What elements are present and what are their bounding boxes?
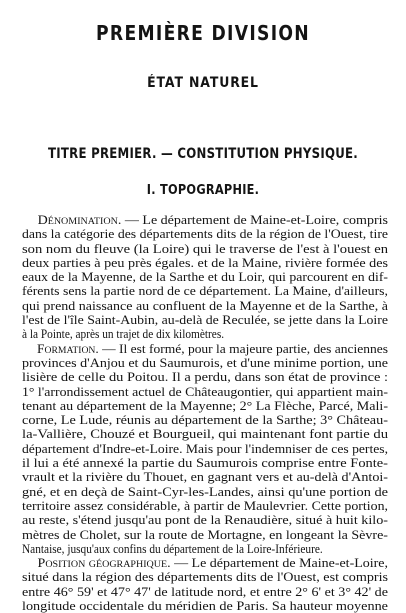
text-line [22,499,388,513]
text-line [22,585,388,599]
line-text: eaux de la Mayenne, de la Sarthe et du Loir, qui parcourent en dif- [22,270,388,285]
line-text: provinces d'Anjou et du Saumurois, et d'une minime portion, une [22,355,388,370]
chapter-heading: I. TOPOGRAPHIE. [146,182,260,198]
line-text: gné, et en deçà de Saint-Cyr-les-Landes, ainsi qu'une portion de [22,484,388,499]
text-line [22,242,388,256]
line-text: la-Vallière, Chouzé et Bourgueil, qui maintenant font partie du [22,427,388,442]
text-line [22,299,388,313]
line-text: — Le département de Maine-et-Loire, compris [121,213,388,227]
paragraph-lead: Dénomination. [37,213,122,227]
line-text: son nom du fleuve (la Loire) qui le traverse de l'est à l'ouest en [22,241,389,256]
text-line [22,542,388,556]
text-line [22,370,388,384]
line-text: qui prend naissance au confluent de la Mayenne et de la Sarthe, à [22,298,388,313]
text-line [22,556,388,570]
text-line [22,513,388,527]
text-line [22,313,388,327]
section-heading: ÉTAT NATUREL [147,75,259,91]
line-text: férents sens la partie nord de ce département. La Maine, d'ailleurs, [22,284,388,299]
line-text: deux parties à peu près égales. et de la Maine, rivière formée des [22,255,388,270]
line-text: lisière de celle du Poitou. Il a perdu, dans son état de province : [22,370,388,385]
text-line [22,256,388,270]
body-text [22,213,388,613]
text-line [22,528,388,542]
line-text: vrault et la rivière du Thouet, en gagnant vers et au-delà d'Antoi- [22,470,388,485]
text-line [22,213,388,227]
text-line [22,599,388,613]
line-text: 1° l'arrondissement actuel de Châteaugontier, qui appartient main- [22,384,388,399]
line-text: département d'Indre-et-Loire. Mais pour l'indemniser de ces pertes, [22,441,388,456]
line-text: situé dans la région des départements dits de l'Ouest, est compris [22,570,389,585]
text-line [22,227,388,241]
text-line [22,385,388,399]
line-text: mètres de Cholet, sur la route de Mortagne, en longeant la Sèvre- [22,527,389,542]
line-text: — Le département de Maine-et-Loire, [170,556,388,571]
text-line [22,470,388,484]
line-text: corne, Le Lude, réunis au département de la Sarthe; 3° Château- [22,413,388,428]
line-text: tenant au département de la Mayenne; 2° La Flèche, Parcé, Mali- [22,398,388,413]
text-line [22,399,388,413]
text-line [22,413,388,427]
line-text: Nantaise, jusqu'aux confins du département de la Loire-Inférieure. [22,541,323,556]
line-text: il lui a été annexé la partie du Saumurois comprise entre Fonte- [22,456,388,471]
text-line [22,342,388,356]
text-line [22,327,388,341]
text-line [22,442,388,456]
line-text: à la Pointe, après un trajet de dix kilomètres. [22,327,225,342]
line-text: dans la catégorie des départements dits de la région de l'Ouest, tire [22,227,389,242]
line-text: — Il est formé, pour la majeure partie, des anciennes [98,341,389,356]
text-line [22,485,388,499]
line-text: entre 46° 59' et 47° 47' de latitude nord, et entre 2° 6' et 3° 42' de [22,584,388,599]
paragraph-lead: Formation. [36,341,99,356]
text-line [22,270,388,284]
text-line [22,356,388,370]
text-line [22,284,388,298]
division-heading: PREMIÈRE DIVISION [96,21,310,45]
title-heading: TITRE PREMIER. — CONSTITUTION PHYSIQUE. [47,146,359,162]
line-text: longitude occidentale du méridien de Paris. Sa hauteur moyenne [22,599,388,613]
line-text: territoire assez considérable, à partir de Maulevrier. Cette portion, [22,498,388,513]
paragraph-lead: Position géographique. [37,556,171,571]
text-line [22,570,388,584]
line-text: au reste, s'étend jusqu'au pont de la Renaudière, situé à huit kilo- [22,513,388,528]
text-line [22,427,388,441]
text-line [22,456,388,470]
line-text: l'est de l'île Saint-Aubin, au-delà de Reculée, se jette dans la Loire [22,313,388,328]
